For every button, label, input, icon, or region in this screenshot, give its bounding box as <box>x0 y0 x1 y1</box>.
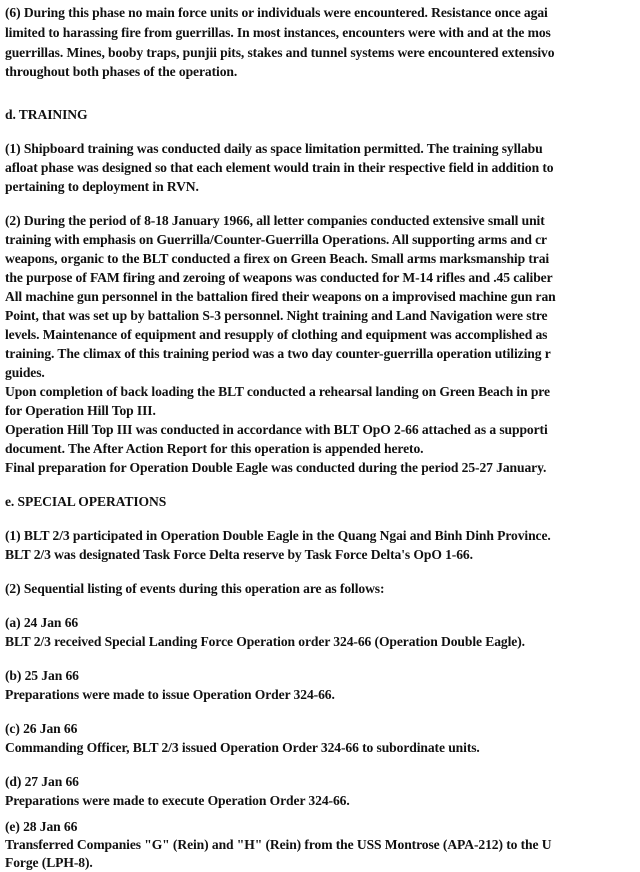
event-c-text: Commanding Officer, BLT 2/3 issued Operation Order 324-66 to subordinate units. <box>5 740 480 755</box>
event-d-text: Preparations were made to execute Operation Order 324-66. <box>5 793 350 808</box>
section-heading-training: d. TRAINING <box>5 107 88 122</box>
final-preparation-line: Final preparation for Operation Double Eagle was conducted during the period 25-27 January. <box>5 460 547 475</box>
training-paragraph-1-line-3: pertaining to deployment in RVN. <box>5 179 199 194</box>
training-paragraph-2-line-1: (2) During the period of 8-18 January 1966, all letter companies conducted extensive small unit <box>5 213 545 228</box>
rehearsal-line-1: Upon completion of back loading the BLT conducted a rehearsal landing on Green Beach in pre <box>5 384 550 399</box>
paragraph-6-line-2: limited to harassing fire from guerrillas. In most instances, encounters were with and at the mos <box>5 25 551 40</box>
paragraph-6-line-4: throughout both phases of the operation. <box>5 64 238 79</box>
training-paragraph-1-line-2: afloat phase was designed so that each element would train in their respective field in addition to <box>5 160 554 175</box>
paragraph-6-line-3: guerrillas. Mines, booby traps, punjii pits, stakes and tunnel systems were encountered extensivo <box>5 45 555 60</box>
event-c-date: (c) 26 Jan 66 <box>5 721 78 736</box>
event-b-text: Preparations were made to issue Operation Order 324-66. <box>5 687 335 702</box>
special-ops-paragraph-1-line-1: (1) BLT 2/3 participated in Operation Double Eagle in the Quang Ngai and Binh Dinh Province. <box>5 528 551 543</box>
training-paragraph-2-line-2: training with emphasis on Guerrilla/Counter-Guerrilla Operations. All supporting arms and cr <box>5 232 547 247</box>
event-a-date: (a) 24 Jan 66 <box>5 615 79 630</box>
special-ops-paragraph-2: (2) Sequential listing of events during this operation are as follows: <box>5 581 385 596</box>
training-paragraph-2-line-5: All machine gun personnel in the battalion fired their weapons on a improvised machine gun ran <box>5 289 556 304</box>
event-e-date: (e) 28 Jan 66 <box>5 819 78 834</box>
training-paragraph-2-line-8: training. The climax of this training period was a two day counter-guerrilla operation utilizing r <box>5 346 551 361</box>
event-d-date: (d) 27 Jan 66 <box>5 774 79 789</box>
section-heading-special-operations: e. SPECIAL OPERATIONS <box>5 494 167 509</box>
training-paragraph-1-line-1: (1) Shipboard training was conducted daily as space limitation permitted. The training syllabu <box>5 141 543 156</box>
hill-top-line-1: Operation Hill Top III was conducted in accordance with BLT OpO 2-66 attached as a supporti <box>5 422 548 437</box>
training-paragraph-2-line-3: weapons, organic to the BLT conducted a firex on Green Beach. Small arms marksmanship trai <box>5 251 550 266</box>
event-a-text: BLT 2/3 received Special Landing Force Operation order 324-66 (Operation Double Eagle). <box>5 634 525 649</box>
training-paragraph-2-line-9: guides. <box>5 365 45 380</box>
event-e-text-line-2: Forge (LPH-8). <box>5 855 93 870</box>
training-paragraph-2-line-4: the purpose of FAM firing and zeroing of weapons was conducted for M-14 rifles and .45 caliber <box>5 270 553 285</box>
training-paragraph-2-line-7: levels. Maintenance of equipment and resupply of clothing and equipment was accomplished as <box>5 327 548 342</box>
event-e-text-line-1: Transferred Companies "G" (Rein) and "H" (Rein) from the USS Montrose (APA-212) to the U <box>5 837 552 852</box>
special-ops-paragraph-1-line-2: BLT 2/3 was designated Task Force Delta reserve by Task Force Delta's OpO 1-66. <box>5 547 473 562</box>
paragraph-6-line-1: (6) During this phase no main force units or individuals were encountered. Resistance once agai <box>5 5 548 20</box>
rehearsal-line-2: for Operation Hill Top III. <box>5 403 156 418</box>
hill-top-line-2: document. The After Action Report for this operation is appended hereto. <box>5 441 424 456</box>
training-paragraph-2-line-6: Point, that was set up by battalion S-3 personnel. Night training and Land Navigation were stre <box>5 308 548 323</box>
event-b-date: (b) 25 Jan 66 <box>5 668 79 683</box>
